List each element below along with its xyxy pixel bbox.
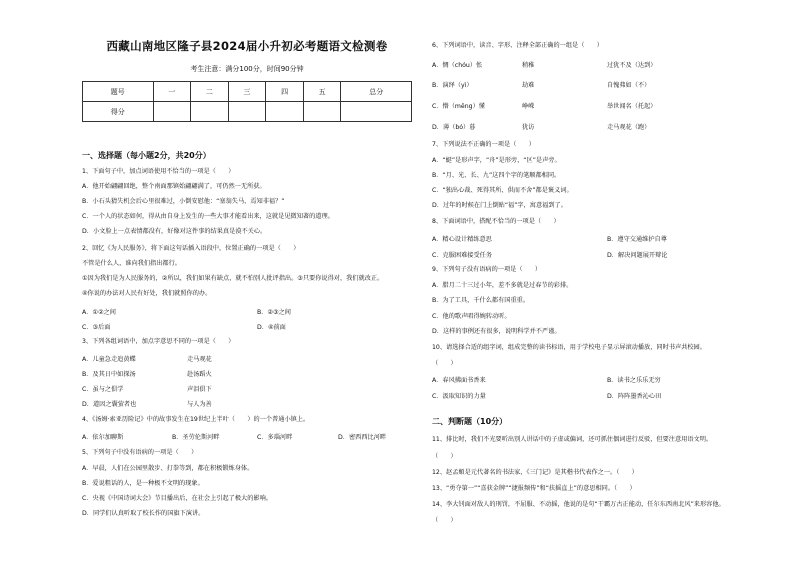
question-option: D．道因之囊萤者也	[82, 401, 137, 408]
score-input-cell[interactable]	[303, 102, 341, 122]
question-option: B．②③之间	[257, 309, 291, 316]
question-option: D．阵阵墨香沁心田	[607, 393, 662, 400]
question-option: 稍稚	[522, 62, 535, 69]
question-option: A．①②之间	[82, 309, 116, 316]
judge-item: 14、李大钊面对敌人的刑罚，不屈服、不动摇，他说的是句“干霸万古正能动，任尔东西南北风”来形容他。	[432, 501, 725, 508]
question-option: A．他开始翩翩回绝，整个南面那镇始翩翩满了，可仍然一无所获。	[82, 183, 266, 190]
question-option: B．演绎（yì）	[432, 82, 473, 89]
question-option: 过犹不及（达到）	[607, 62, 657, 69]
question-option: D．小文脸上一点表情都没有，好像对这件事的结果真是漠不关心。	[82, 228, 267, 235]
question-option: C．一个人的状态如何，得从由自身上发生的一些大事才能看出来，这就是见微知著的道理。	[82, 213, 334, 220]
question-option: A．腊月二十三过小年，差不多就是过春节的彩排。	[432, 282, 573, 289]
judge-item: 13、“勇夺第一”“喜获金牌”“捷报频传”和“扶摇直上”的意思相同。（ ）	[432, 485, 636, 492]
question-option: 峥嵘	[522, 103, 535, 110]
question-paragraph: ④你说的办法对人民有好处，我们就照你的办。	[82, 290, 212, 297]
question-option: D．④前面	[257, 324, 286, 331]
question-option: 与人为善	[187, 401, 212, 408]
score-header-cell: 总分	[341, 82, 412, 102]
score-table-header-row	[83, 82, 412, 102]
question-quote: 不管是什么人，谁向我们指出都行。	[82, 260, 181, 267]
question-stem: 9、下列句子没有语病的一项是（ ）	[432, 266, 542, 273]
question-paragraph: ①因为我们是为人民服务的，②所以，我们如果有缺点，就不怕别人批评指出。③只要你说得对，我们就改正。	[82, 275, 384, 282]
question-stem: 6、下列词语中，读音、字形、注释全部正确的一组是（ ）	[432, 42, 603, 49]
question-option: C．③后面	[82, 324, 111, 331]
question-option: D．薄（bó）暮	[432, 124, 476, 131]
judge-item: 12、赵孟頫是元代著名的书法家，《三门记》是其楷书代表作之一。（ ）	[432, 469, 638, 476]
question-option: B．“月、光、长、九”这四个字的笔顺都相同。	[432, 172, 561, 179]
score-input-cell[interactable]	[341, 102, 412, 122]
question-option: 举世闻名（托起）	[607, 103, 657, 110]
score-header-cell: 三	[228, 82, 266, 102]
score-header-cell: 二	[191, 82, 229, 102]
page-title: 西藏山南地区隆子县2024届小升初必考题语文检测卷	[106, 39, 388, 53]
question-option: B．小石头猜失机会后心里很难过，小倒安慰他：“塞翁失马，焉知非福？”	[82, 198, 285, 205]
question-option: 走马观花（跑）	[607, 124, 651, 131]
question-option: A．惆（chóu）怅	[432, 62, 483, 69]
question-stem: 3、下列各组词语中，加点字意思不同的一项是（ ）	[82, 338, 235, 345]
question-option: D．同学们认真听取了校长作的国旗下演讲。	[82, 510, 205, 517]
question-option: D．这样的事例还有很多，说明科学并不严谨。	[432, 328, 561, 335]
question-option: B．圣劳伦斯河畔	[172, 434, 220, 441]
question-stem: 2、回忆《为人民服务》，将下面这句话插入语段中，位置正确的一项是（ ）	[82, 245, 300, 252]
score-input-cell[interactable]	[228, 102, 266, 122]
question-option: B．爱说粗话的人，是一种极不文明的现象。	[82, 480, 204, 487]
question-option: B．读书之乐乐无穷	[607, 377, 661, 384]
question-option: 声泪俱下	[187, 386, 212, 393]
question-option: 自愧弗如（不）	[607, 82, 651, 89]
question-option: C．他的歌声唱得婉转动听。	[432, 313, 511, 320]
question-option: 犹访	[522, 124, 535, 131]
score-header-cell: 题号	[83, 82, 154, 102]
judge-answer-blank[interactable]: （ ）	[432, 453, 457, 460]
section-heading-choice: 一、选择题（每小题2分，共20分）	[82, 151, 211, 160]
question-option: D．解决问题展开辩论	[607, 252, 668, 259]
question-option: C．克服困难接受任务	[432, 252, 493, 259]
question-option: A．儿童急走追黄蝶	[82, 356, 136, 363]
score-input-cell[interactable]	[191, 102, 229, 122]
score-input-cell[interactable]	[266, 102, 304, 122]
question-stem: 5、下列句子中没有语病的一项是（ ）	[82, 449, 198, 456]
section-heading-judge: 二、判断题（10分）	[432, 417, 508, 426]
question-stem: 7、下列说法不正确的一项是（ ）	[432, 141, 535, 148]
question-stem: 8、下面词语中，搭配不恰当的一项是（ ）	[432, 218, 560, 225]
question-stem: 10、请选择合适的组字词，组成完整的读书标语，用于学校电子显示屏滚动播放，同时书声共校园。	[432, 344, 706, 351]
question-option: C．央视《中国诗词大会》节目播出后，在社会上引起了极大的影响。	[82, 495, 272, 502]
question-option: B．及其日中如探汤	[82, 371, 136, 378]
question-option: 走马观花	[187, 356, 212, 363]
question-option: 劫难	[522, 82, 535, 89]
question-option: C．“独出心裁、死得其所、供而不舍”都是褒义词。	[432, 187, 573, 194]
score-table	[82, 81, 412, 122]
question-option: A．早晨，人们在公园里散步、打拳等到，都在积极锻炼身体。	[82, 465, 254, 472]
question-option: D．密西西比河畔	[338, 434, 387, 441]
judge-answer-blank[interactable]: （ ）	[432, 517, 457, 524]
question-option: 赴汤蹈火	[187, 371, 212, 378]
score-header-cell: 一	[153, 82, 191, 102]
question-option: B．遵守交通维护自尊	[607, 236, 667, 243]
score-header-cell: 四	[266, 82, 304, 102]
question-option: C．多瑙河畔	[257, 434, 293, 441]
score-row-label: 得分	[83, 102, 154, 122]
question-option: B．为了工具，千什么都有国重重。	[432, 297, 530, 304]
question-option: C．虽与之俱学	[82, 386, 124, 393]
question-answer-blank: （ ）	[432, 360, 457, 367]
question-stem: 1、下面句子中，加点词语使用不恰当的一项是（ ）	[82, 168, 235, 175]
judge-item: 11、排比时，我们不光要听出别人讲话中的子虚或偏词，还可抓住偶词进行反驳，但要注意用语文明。	[432, 436, 713, 443]
exam-notice: 考生注意：满分100分，时间90分钟	[190, 65, 304, 73]
question-option: A．春风拂面书香来	[432, 377, 486, 384]
question-option: C．汲取知识的力量	[432, 393, 486, 400]
question-stem: 4、《汤姆·索亚历险记》中的故事发生在19世纪上半叶（ ）的一个普通小镇上。	[82, 416, 310, 423]
question-option: D．过年的时候在门上倒贴“福”字，寓意福到了。	[432, 202, 567, 209]
score-input-cell[interactable]	[153, 102, 191, 122]
score-table-row	[83, 102, 412, 122]
score-header-cell: 五	[303, 82, 341, 102]
question-option: A．“蜓”是形声字，“舟”是形旁，“区”是声旁。	[432, 157, 561, 164]
question-option: A．依尔加聊斯	[82, 434, 124, 441]
question-option: A．精心设计精练意思	[432, 236, 492, 243]
question-option: C．懵（měng）懂	[432, 103, 485, 110]
